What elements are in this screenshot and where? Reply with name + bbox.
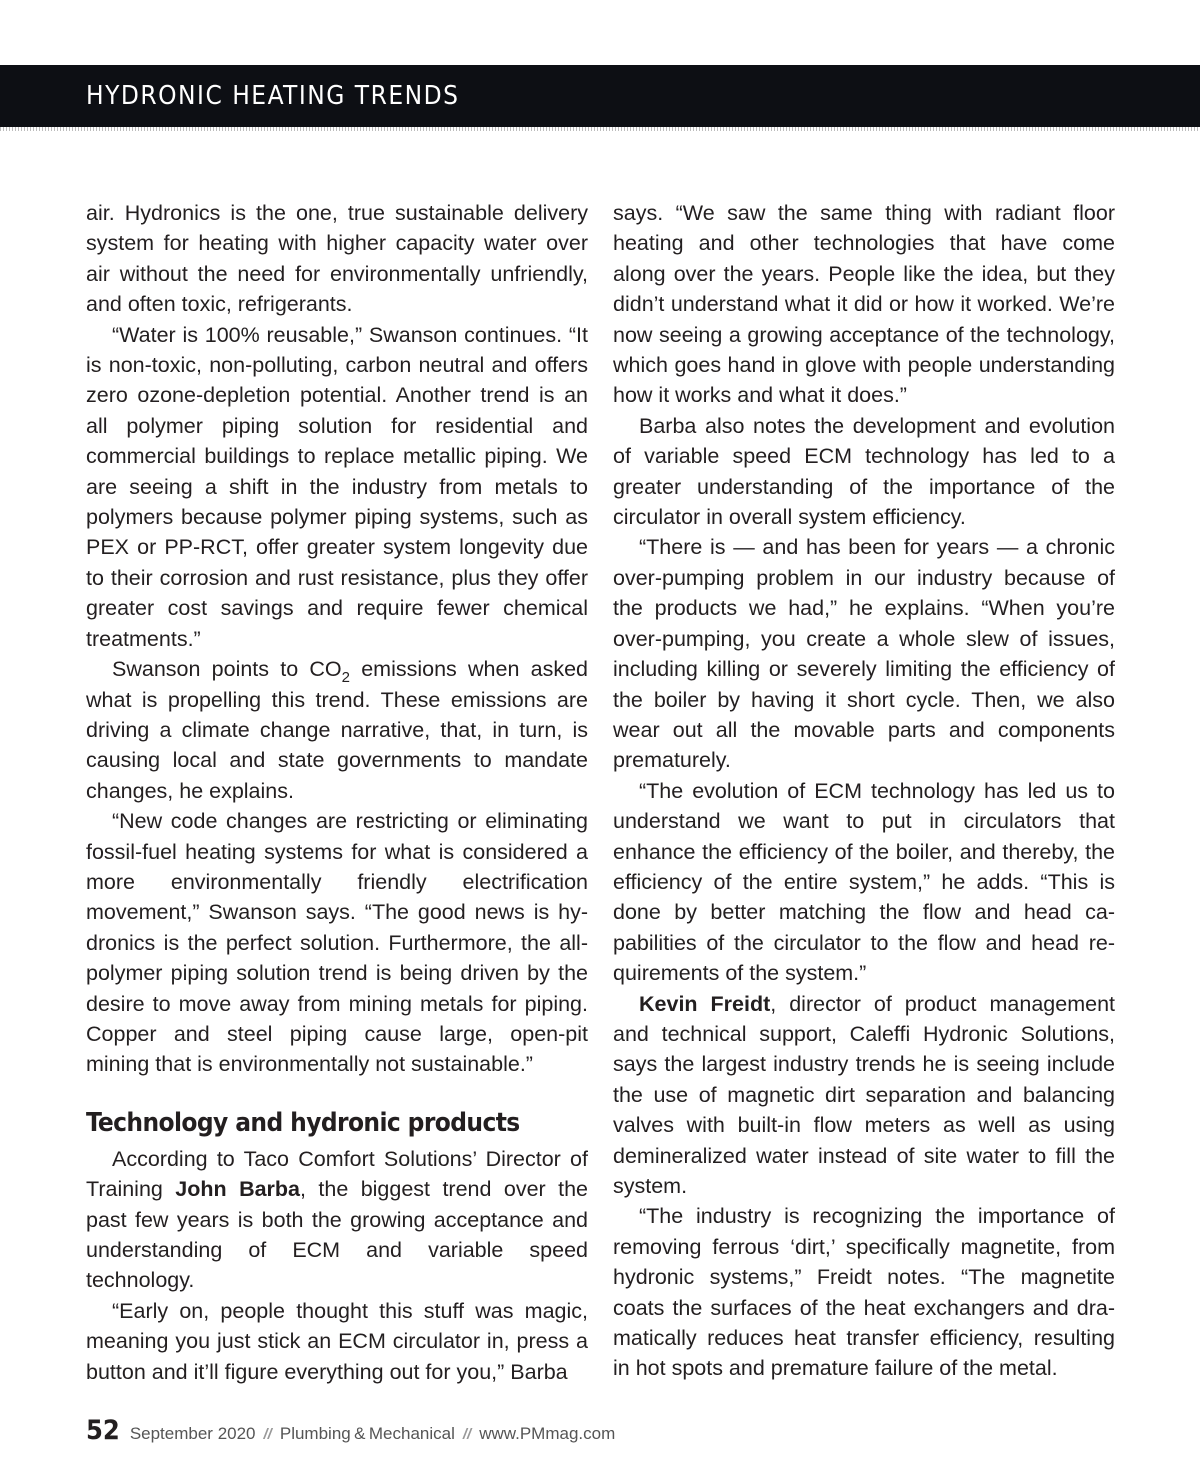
subheading: Technology and hydronic products (86, 1107, 520, 1138)
section-title: HYDRONIC HEATING TRENDS (86, 81, 460, 111)
paragraph: “Early on, people thought this stuff was magic, meaning you just stick an ECM circulator in, press a button and it’ll figure everything out for you,” Barba (86, 1298, 588, 1384)
website-link[interactable]: www.PMmag.com (479, 1424, 616, 1443)
paragraph: Barba also notes the development and evolution of variable speed ECM technology has led to a greater understanding of the importance of the circulator in overall system efficiency. (613, 413, 1115, 530)
paragraph: Kevin Freidt, director of product management and technical support, Caleffi Hydronic Solutions, says the largest industry trends he is seeing include the use of magnetic dirt separation and balancing valves with built-in flow meters as well as using demineralized water instead of site water to fill the system. (613, 991, 1115, 1198)
paragraph: says. “We saw the same thing with radiant floor heating and other technologies that have come along over the years. People like the idea, but they didn’t understand what it did or how it worked. We’re now seeing a growing acceptance of the technology, which goes hand in glove with people understanding how it works and what it does.” (613, 201, 1115, 408)
separator: // (263, 1426, 272, 1443)
paragraph: According to Taco Comfort Solutions’ Director of Training John Barba, the biggest trend over the past few years is both the growing acceptance and understanding of ECM and variable speed technology. (86, 1146, 588, 1293)
subscript: 2 (341, 669, 350, 687)
paragraph: “The industry is recognizing the importance of removing ferrous ‘dirt,’ specifically magnetite, from hydronic systems,” Freidt notes. “The magnetite coats the surfaces of the heat exchangers and dramatically reduces heat transfer efficiency, resulting in hot spots and premature failure of the metal. (613, 1204, 1115, 1381)
person-name: John Barba (175, 1177, 301, 1202)
person-name: Kevin Freidt (639, 991, 771, 1016)
article-column-right (613, 198, 1115, 1384)
page-footer (86, 1415, 615, 1455)
publication-name: Plumbing & Mechanical (279, 1424, 455, 1443)
page-number: 52 (86, 1415, 120, 1446)
paragraph: “Water is 100% reusable,” Swanson continues. “It is non-toxic, non-polluting, carbon neutral and offers zero ozone-depletion potential. Another trend is an all polymer piping solution for residential and commercial buildings to replace metallic piping. We are seeing a shift in the industry from metals to polymers because polymer piping systems, such as PEX or PP-RCT, offer greater system longevity due to their corrosion and rust resistance, plus they offer greater cost savings and require fewer chemical treatments.” (86, 322, 588, 651)
paragraph: air. Hydronics is the one, true sustainable delivery system for heating with higher capacity water over air without the need for environmentally unfriendly, and often toxic, refrigerants. (86, 201, 588, 317)
paragraph: “There is — and has been for years — a chronic over-pumping problem in our industry because of the products we had,” he explains. “When you’re over-pumping, you create a whole slew of issues, including killing or severely limiting the efficiency of the boiler by having it short cycle. Then, we also wear out all the movable parts and components prematurely. (613, 535, 1115, 773)
paragraph: “The evolution of ECM technology has led us to understand we want to put in circulators that enhance the efficiency of the boiler, and thereby, the efficiency of the entire system,” he adds. “This is done by better matching the flow and head capabilities of the circulator to the flow and head requirements of the system.” (613, 778, 1115, 986)
issue-date: September 2020 (129, 1424, 256, 1443)
article-column-left (86, 198, 588, 1387)
separator: // (462, 1426, 472, 1443)
paragraph: Swanson points to $CO_2$ emissions when asked what is propelling this trend. These emissions are driving a climate change narrative, that, in turn, is causing local and state governments to mandate changes, he explains. (86, 657, 589, 803)
paragraph: “New code changes are restricting or eliminating fossil-fuel heating systems for what is considered a more environmentally friendly electrification movement,” Swanson says. “The good news is hydronics is the perfect solution. Furthermore, the all-polymer piping solution trend is being driven by the desire to move away from mining metals for piping. Copper and steel piping cause large, open-pit mining that is environmentally not sustainable.” (86, 809, 588, 1077)
